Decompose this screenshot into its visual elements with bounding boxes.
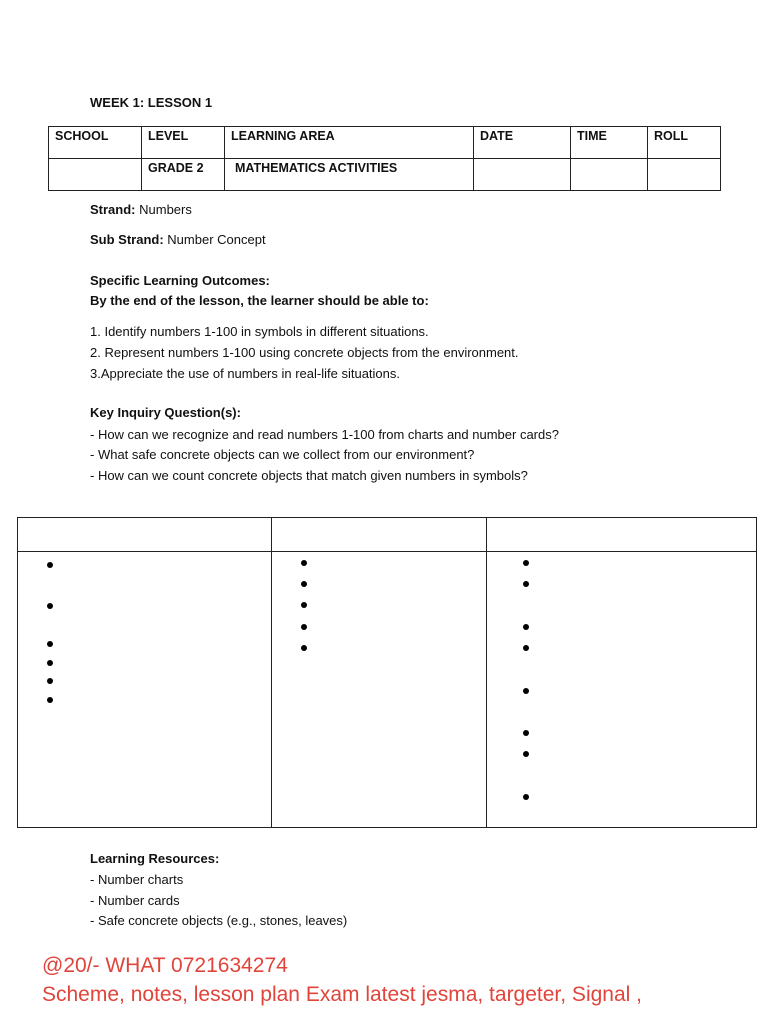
outcome-item-2: 2. Represent numbers 1-100 using concrete objects from the environment. [90,345,519,360]
outcomes-title: Specific Learning Outcomes: [90,273,270,288]
strand-label: Strand: [90,202,136,217]
bullet-point [301,645,307,651]
sub-strand-label: Sub Strand: [90,232,164,247]
resource-item-3: - Safe concrete objects (e.g., stones, leaves) [90,913,348,928]
inquiry-item-1: - How can we recognize and read numbers 1-100 from charts and number cards? [90,427,559,442]
bullet-point [523,624,529,630]
outcome-item-3: 3.Appreciate the use of numbers in real-life situations. [90,366,401,381]
header-cell-school: SCHOOL [49,127,142,159]
cell-time-value [571,159,648,191]
header-cell-date: DATE [474,127,571,159]
promo-tagline: Scheme, notes, lesson plan Exam latest jesma, targeter, Signal , [42,983,642,1006]
bullet-point [523,751,529,757]
strand-value: Numbers [139,202,192,217]
inquiry-item-2: - What safe concrete objects can we collect from our environment? [90,447,475,462]
header-cell-time: TIME [571,127,648,159]
outcome-item-1: 1. Identify numbers 1-100 in symbols in different situations. [90,324,429,339]
bullet-point [301,560,307,566]
bullet-point [47,678,53,684]
cell-school-value [49,159,142,191]
bullet-point [47,660,53,666]
outcomes-intro: By the end of the lesson, the learner should be able to: [90,293,429,308]
sub-strand-value: Number Concept [167,232,266,247]
cell-date-value [474,159,571,191]
inquiry-item-3: - How can we count concrete objects that match given numbers in symbols? [90,468,528,483]
header-cell-learning-area: LEARNING AREA [225,127,474,159]
bullet-point [523,581,529,587]
bullet-point [47,603,53,609]
table-header-row [49,127,721,159]
resources-title: Learning Resources: [90,851,220,866]
bullet-point [301,581,307,587]
cell-level-value: GRADE 2 [142,159,225,191]
bullet-point [301,602,307,608]
grid-header-divider [18,551,756,552]
cell-learning-area-value: MATHEMATICS ACTIVITIES [225,159,474,191]
bullet-point [523,560,529,566]
strand-line [90,202,192,218]
bullet-point [523,730,529,736]
grid-column-divider [486,518,487,827]
bullet-point [523,645,529,651]
lesson-activity-grid [17,517,757,828]
bullet-point [47,641,53,647]
table-row [49,159,721,191]
bullet-point [523,794,529,800]
resource-item-2: - Number cards [90,893,180,908]
cell-roll-value [648,159,721,191]
bullet-point [47,697,53,703]
grid-column-divider [271,518,272,827]
header-cell-roll: ROLL [648,127,721,159]
resource-item-1: - Number charts [90,872,184,887]
bullet-point [523,688,529,694]
bullet-point [301,624,307,630]
header-cell-level: LEVEL [142,127,225,159]
lesson-header-table [48,126,721,191]
sub-strand-line [90,232,266,248]
bullet-point [47,562,53,568]
promo-contact: @20/- WHAT 0721634274 [42,954,288,977]
inquiry-title: Key Inquiry Question(s): [90,405,241,420]
lesson-heading: WEEK 1: LESSON 1 [90,95,213,110]
